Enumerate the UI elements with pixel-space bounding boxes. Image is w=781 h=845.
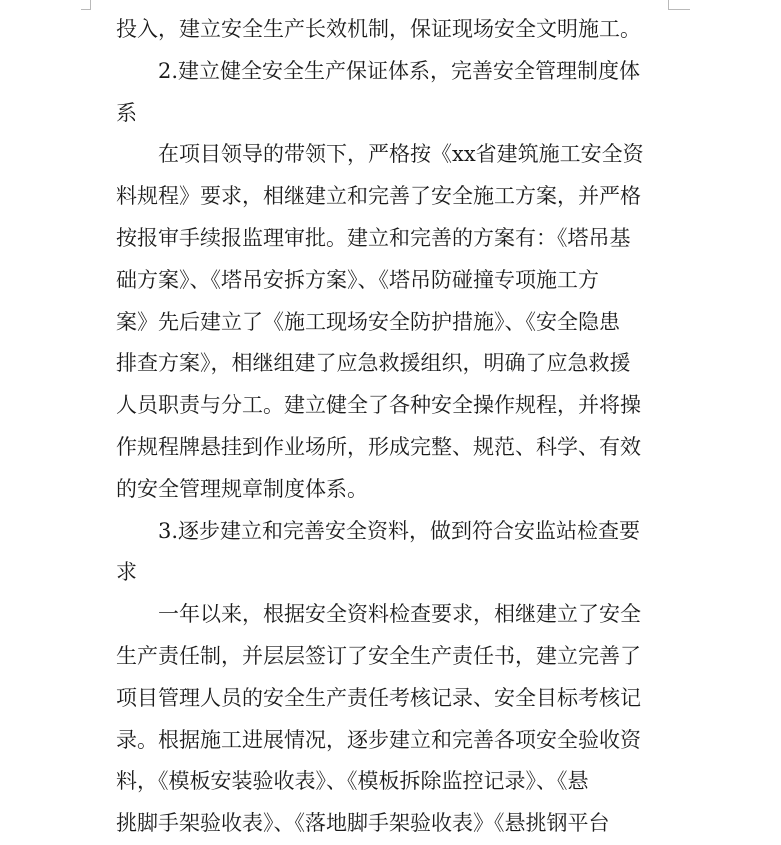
- section-heading-line: 求: [116, 560, 137, 585]
- body-text-line: 料，《模板安装验收表》、《模板拆除监控记录》、《悬: [116, 769, 589, 794]
- crop-mark-top-left-horizontal: [81, 9, 91, 10]
- body-text-line: 的安全管理规章制度体系。: [116, 476, 368, 501]
- body-text-line: 排查方案》，相继组建了应急救援组织，明确了应急救援: [116, 351, 631, 376]
- section-heading-line: 2.建立健全安全生产保证体系，完善安全管理制度体: [158, 58, 641, 83]
- crop-mark-top-right: [668, 0, 669, 9]
- body-text-line: 础方案》、《塔吊安拆方案》、《塔吊防碰撞专项施工方: [116, 267, 599, 292]
- body-text-line: 生产责任制，并层层签订了安全生产责任书，建立完善了: [116, 643, 641, 668]
- body-text-line: 按报审手续报监理审批。建立和完善的方案有：《塔吊基: [116, 225, 631, 250]
- section-heading-line: 3.逐步建立和完善安全资料，做到符合安监站检查要: [158, 518, 641, 543]
- body-text-line: 人员职责与分工。建立健全了各种安全操作规程，并将操: [116, 393, 641, 418]
- document-body: [116, 9, 650, 845]
- body-text-line: 项目管理人员的安全生产责任考核记录、安全目标考核记: [116, 685, 641, 710]
- body-text-line: 案》先后建立了《施工现场安全防护措施》、《安全隐患: [116, 309, 620, 334]
- body-text-line: 挑脚手架验收表》、《落地脚手架验收表》《悬挑钢平台: [116, 811, 610, 836]
- body-text-line: 投入，建立安全生产长效机制，保证现场安全文明施工。: [116, 17, 641, 41]
- crop-mark-top-left: [90, 0, 91, 9]
- body-text-line: 作规程牌悬挂到作业场所，形成完整、规范、科学、有效: [116, 434, 641, 459]
- body-text-line: 一年以来，根据安全资料检查要求，相继建立了安全: [158, 602, 641, 627]
- body-text-line: 录。根据施工进展情况，逐步建立和完善各项安全验收资: [116, 727, 641, 752]
- body-text-line: 在项目领导的带领下，严格按《xx省建筑施工安全资: [158, 142, 644, 167]
- section-heading-line: 系: [116, 100, 137, 125]
- body-text-line: 料规程》要求，相继建立和完善了安全施工方案，并严格: [116, 184, 641, 209]
- crop-mark-top-right-horizontal: [668, 9, 690, 10]
